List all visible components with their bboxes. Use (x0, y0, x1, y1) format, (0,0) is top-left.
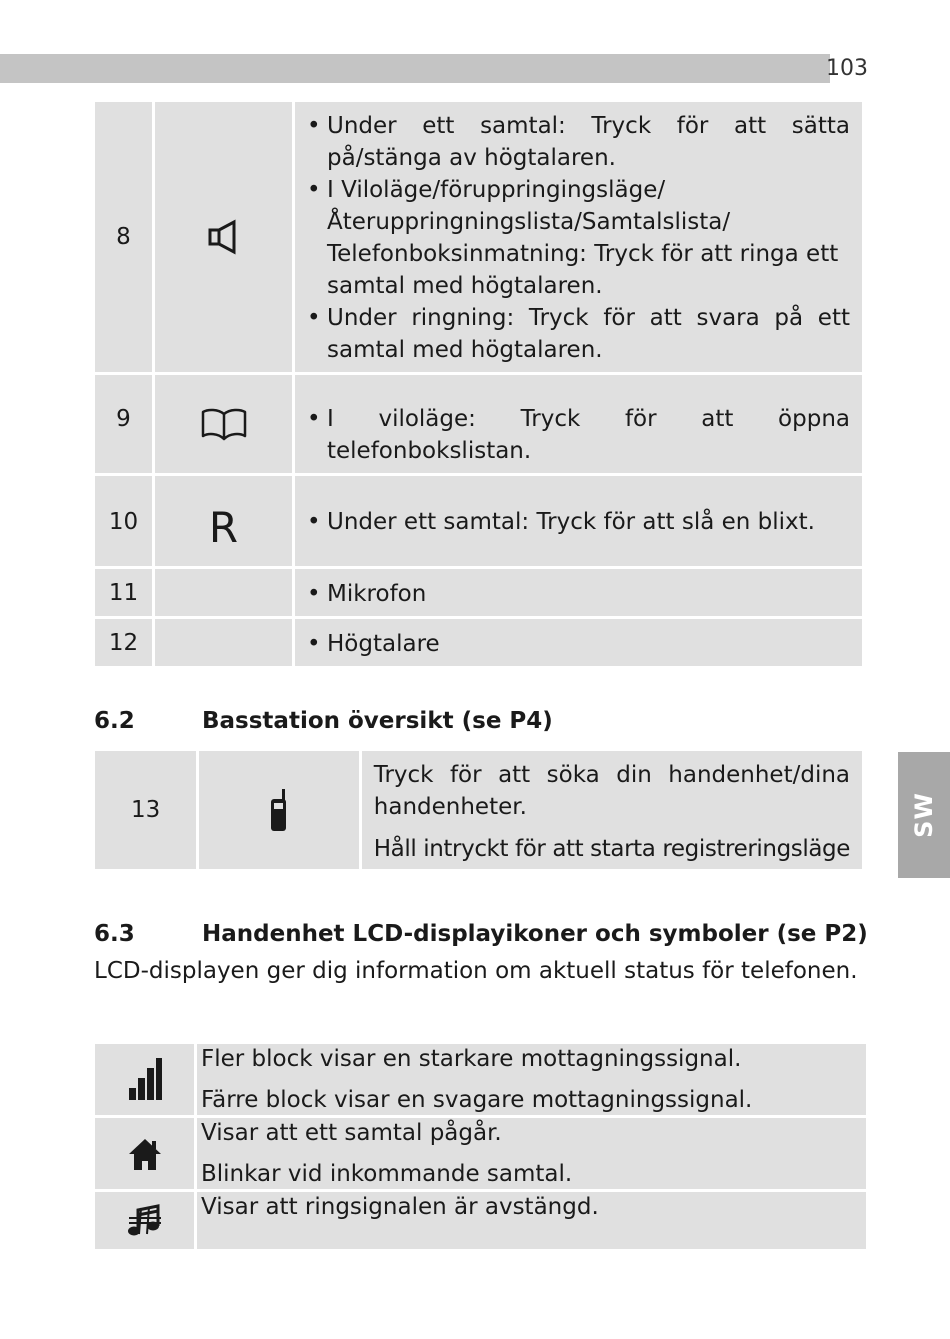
row-number: 9 (94, 374, 154, 475)
row-description (294, 568, 864, 618)
table-row (94, 475, 864, 568)
table-row (94, 101, 864, 374)
empty-icon-cell (154, 618, 294, 668)
row-description (294, 475, 864, 568)
row-description (196, 1117, 868, 1191)
table-row (94, 568, 864, 618)
list-item: • Under ett samtal: Tryck för att slå en blixt. (307, 506, 850, 538)
table-row (94, 618, 864, 668)
description-line: Fler block visar en starkare mottagningssignal. (201, 1046, 742, 1072)
row-description (196, 1043, 868, 1117)
row-number: 10 (94, 475, 154, 568)
section-number: 6.3 (94, 921, 135, 947)
description-line: Blinkar vid inkommande samtal. (201, 1161, 573, 1187)
header-bar (0, 54, 830, 83)
row-number: 8 (94, 101, 154, 374)
list-item: • Mikrofon (307, 578, 850, 610)
page-number: 103 (826, 56, 868, 81)
lcd-icons-table (92, 1041, 869, 1252)
r-key-icon (154, 475, 294, 568)
phonebook-icon (154, 374, 294, 475)
handset-icon (198, 750, 360, 871)
table-row (94, 1191, 868, 1251)
row-description (294, 374, 864, 475)
section-number: 6.2 (94, 708, 135, 734)
base-station-table (92, 748, 865, 872)
section-intro: LCD-displayen ger dig information om aktuell status för telefonen. (94, 958, 858, 984)
signal-bars-icon (94, 1043, 196, 1117)
list-item: • Högtalare (307, 628, 850, 660)
table-row (94, 750, 864, 871)
home-icon (94, 1117, 196, 1191)
row-number: 12 (94, 618, 154, 668)
section-heading (94, 921, 868, 947)
row-description (196, 1191, 868, 1251)
row-description (294, 101, 864, 374)
speaker-icon (154, 101, 294, 374)
section-title: Basstation översikt (se P4) (202, 708, 553, 734)
section-title: Handenhet LCD-displayikoner och symboler (se P2) (202, 921, 868, 947)
language-tab (898, 752, 950, 878)
section-heading (94, 708, 553, 734)
list-item: • I viloläge: Tryck för att öppna telefonbokslistan. (307, 403, 850, 467)
r-key-label: R (208, 503, 239, 552)
list-item: • Under ringning: Tryck för att svara på ett samtal med högtalaren. (307, 302, 850, 366)
table-row (94, 1043, 868, 1117)
ringer-off-icon (94, 1191, 196, 1251)
table-row (94, 374, 864, 475)
description-line: Visar att ringsignalen är avstängd. (201, 1194, 599, 1220)
description-line: Håll intryckt för att starta registreringsläge (373, 836, 850, 862)
row-number: 11 (94, 568, 154, 618)
empty-icon-cell (154, 568, 294, 618)
description-line: Färre block visar en svagare mottagningssignal. (201, 1087, 753, 1113)
description-line: Tryck för att söka din handenhet/dina handenheter. (373, 762, 850, 820)
language-tab-label: SW (910, 792, 938, 838)
button-description-table (92, 99, 865, 669)
row-number: 13 (94, 750, 198, 871)
list-item: • Under ett samtal: Tryck för att sätta på/stänga av högtalaren. (307, 110, 850, 174)
description-line: Visar att ett samtal pågår. (201, 1120, 502, 1146)
row-description (360, 750, 863, 871)
row-description (294, 618, 864, 668)
table-row (94, 1117, 868, 1191)
list-item: • I Viloläge/föruppringingsläge/ Återuppringningslista/Samtalslista/ Telefonboksinmatning: Tryck för att ringa ett samtal med högtalaren. (307, 174, 850, 302)
